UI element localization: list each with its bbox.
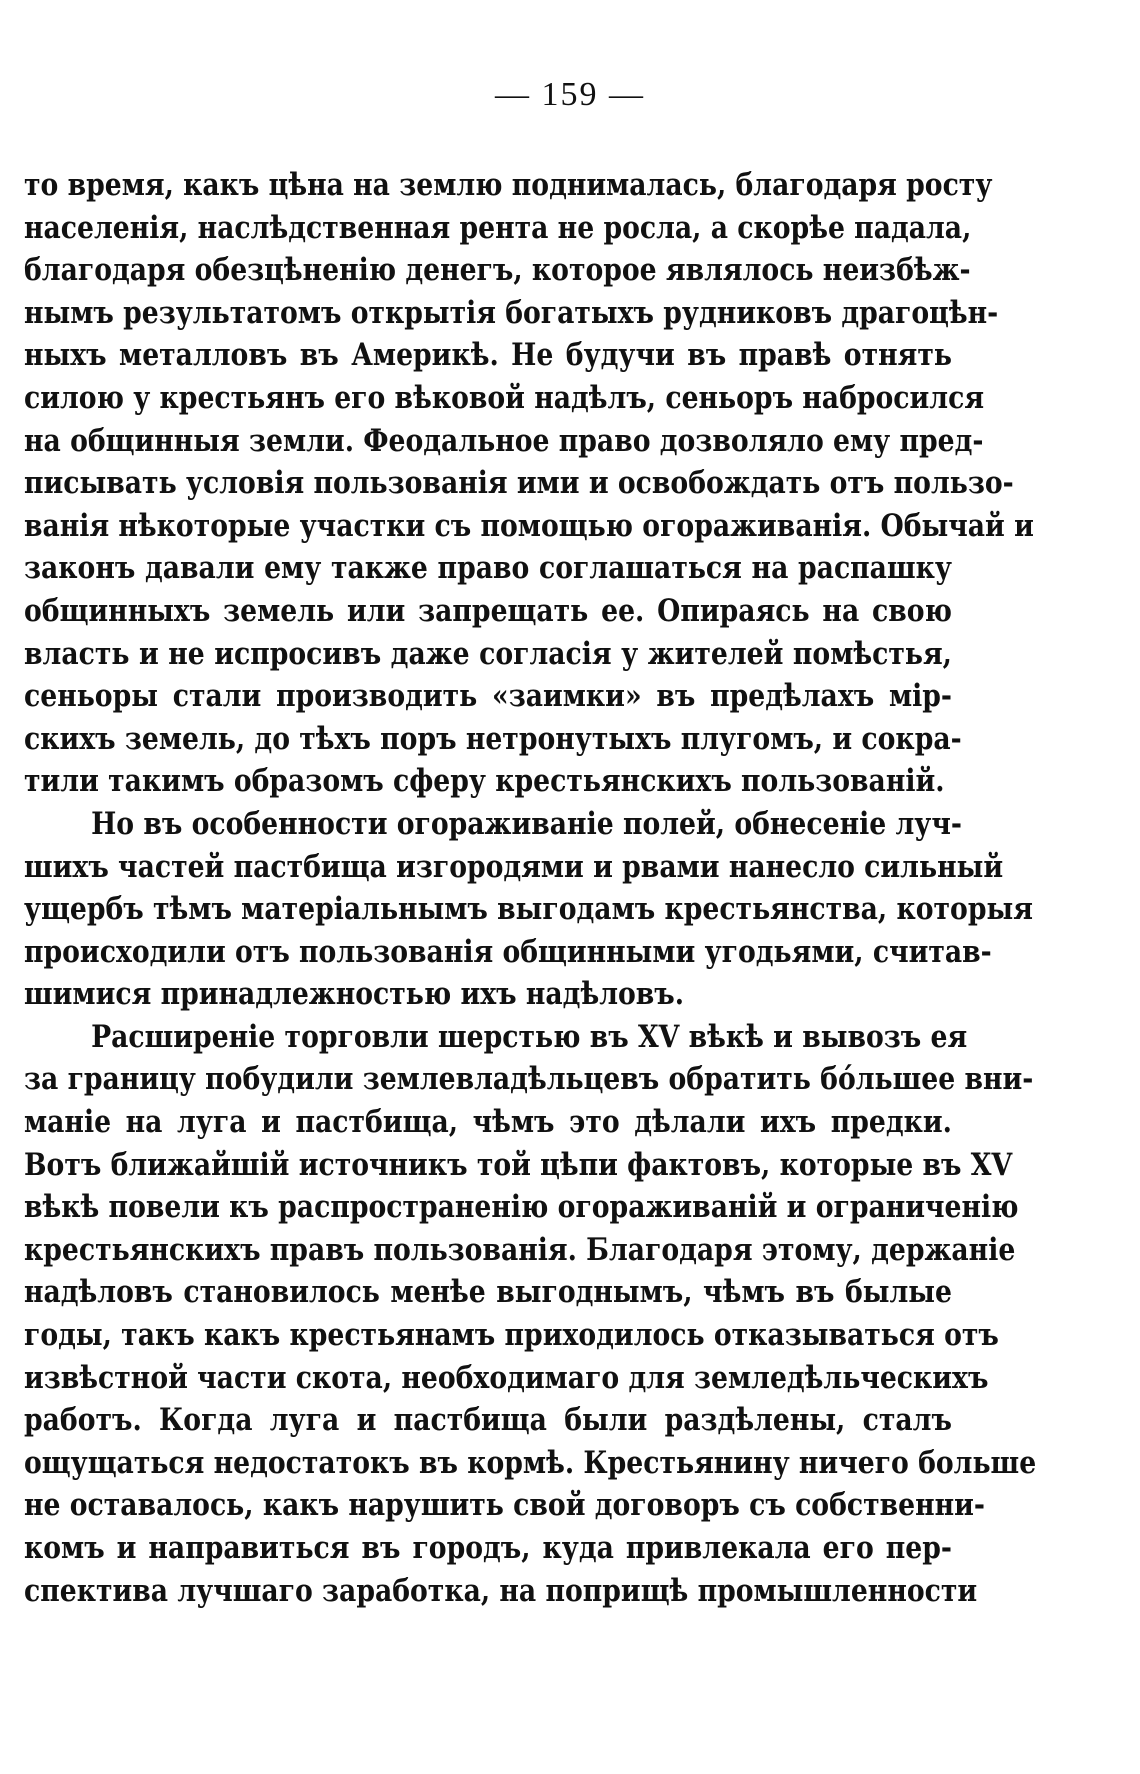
text-line: силою у крестьянъ его вѣковой надѣлъ, сеньоръ набросился [24,379,985,416]
text-line: годы, такъ какъ крестьянамъ приходилось отказываться отъ [24,1317,999,1354]
text-line: комъ и направиться въ городъ, куда привлекала его пер- [24,1530,952,1566]
text-line: Но въ особенности огораживаніе полей, обнесеніе луч- [91,805,962,842]
text-line: работъ. Когда луга и пастбища были раздѣлены, сталъ [24,1402,952,1439]
text-line: благодаря обезцѣненію денегъ, которое являлось неизбѣж- [24,252,971,289]
text-line: писывать условія пользованія ими и освобождать отъ пользо- [24,465,1014,502]
page-number: — 159 — [495,76,645,113]
text-line: ванія нѣкоторые участки съ помощью огораживанія. Обычай и [24,507,1034,544]
text-line: то время, какъ цѣна на землю поднималась, благодаря росту [24,167,993,203]
text-line: ущербъ тѣмъ матеріальнымъ выгодамъ крестьянства, которыя [24,891,1033,928]
text-line: вѣкѣ повели къ распространенію огораживаній и ограниченію [24,1189,1019,1226]
text-line: ныхъ металловъ въ Америкѣ. Не будучи въ правѣ отнять [24,337,952,374]
text-line: крестьянскихъ правъ пользованія. Благодаря этому, держаніе [24,1231,1016,1268]
text-line: Расширеніе торговли шерстью въ XV вѣкѣ и вывозъ ея [91,1018,968,1055]
text-line: общинныхъ земель или запрещать ее. Опираясь на свою [24,592,952,629]
text-line: Вотъ ближайшій источникъ той цѣпи фактовъ, которые въ XV [24,1146,1013,1183]
text-line: извѣстной части скота, необходимаго для земледѣльческихъ [24,1359,989,1396]
text-line: на общинныя земли. Феодальное право дозволяло ему пред- [24,422,984,459]
text-line: населенія, наслѣдственная рента не росла, а скорѣе падала, [24,209,972,246]
text-line: шимися принадлежностью ихъ надѣловъ. [24,976,685,1013]
text-line: нымъ результатомъ открытія богатыхъ рудниковъ драгоцѣн- [24,294,999,331]
text-line: тили такимъ образомъ сферу крестьянскихъ пользованій. [24,763,945,800]
text-line: спектива лучшаго заработка, на поприщѣ промышленности [24,1572,978,1609]
text-line: скихъ земель, до тѣхъ поръ нетронутыхъ плугомъ, и сокра- [24,720,962,757]
text-line: происходили отъ пользованія общинными угодьями, считав- [24,933,992,970]
text-line: сеньоры стали производить «заимки» въ предѣлахъ мір- [24,678,952,715]
text-line: власть и не испросивъ даже согласія у жителей помѣстья, [24,635,952,672]
text-line: ощущаться недостатокъ въ кормѣ. Крестьянину ничего больше [24,1444,1037,1481]
text-line: не оставалось, какъ нарушить свой договоръ съ собственни- [24,1487,985,1524]
text-line: шихъ частей пастбища изгородями и рвами нанесло сильный [24,848,1004,885]
text-line: надѣловъ становилось менѣе выгоднымъ, чѣмъ въ былые [24,1274,952,1311]
text-line: законъ давали ему также право соглашаться на распашку [24,550,952,587]
text-line: маніе на луга и пастбища, чѣмъ это дѣлали ихъ предки. [24,1104,952,1141]
body-text [24,164,1037,1612]
text-line: за границу побудили землевладѣльцевъ обратить бóльшее вни- [24,1061,1034,1098]
